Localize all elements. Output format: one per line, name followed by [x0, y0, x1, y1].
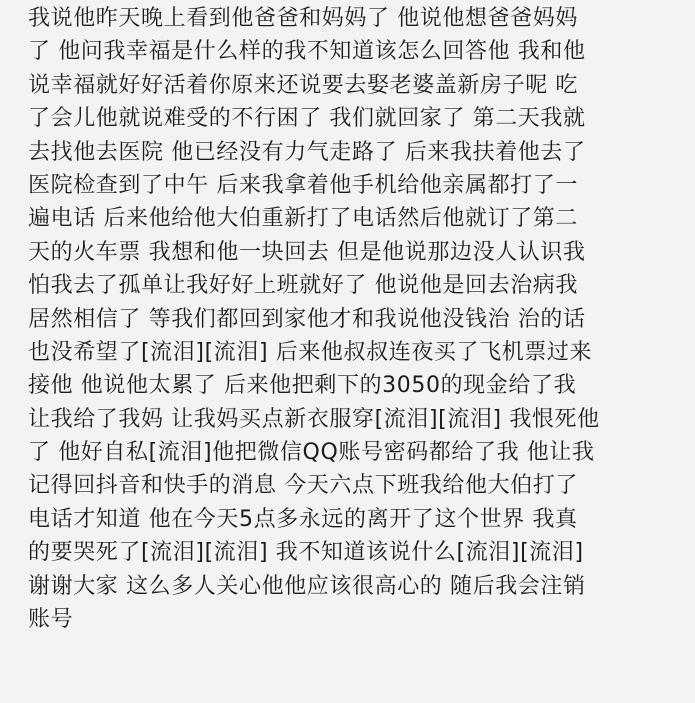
note-line: 了 他好自私[流泪]他把微信QQ账号密码都给了我 他让我 — [28, 440, 595, 466]
note-line: 了会儿他就说难受的不行困了 我们就回家了 第二天我就 — [28, 106, 586, 132]
note-line: 了 他问我幸福是什么样的我不知道该怎么回答他 我和他 — [28, 39, 586, 65]
note-line — [28, 670, 689, 703]
note-line: 账号 — [28, 607, 74, 633]
note-line: 接他 他说他太累了 后来他把剩下的3050的现金给了我 — [28, 373, 577, 399]
note-line: 说幸福就好好活着你原来还说要去娶老婆盖新房子呢 吃 — [28, 72, 578, 98]
note-line: 去找他去医院 他已经没有力气走路了 后来我扶着他去了 — [28, 139, 586, 165]
note-line: 医院检查到了中午 后来我拿着他手机给他亲属都打了一 — [28, 172, 578, 198]
note-line: 也没希望了[流泪][流泪] 后来他叔叔连夜买了飞机票过来 — [28, 339, 593, 365]
note-line: 的要哭死了[流泪][流泪] 我不知道该说什么[流泪][流泪] — [28, 540, 584, 566]
note-line: 记得回抖音和快手的消息 今天六点下班我给他大伯打了 — [28, 473, 578, 499]
note-line: 我说他昨天晚上看到他爸爸和妈妈了 他说他想爸爸妈妈 — [28, 6, 578, 31]
note-line: 电话才知道 他在今天5点多永远的离开了这个世界 我真 — [28, 506, 578, 532]
note-line: 居然相信了 等我们都回到家他才和我说他没钱治 治的话 — [28, 306, 586, 332]
note-line: 遍电话 后来他给他大伯重新打了电话然后他就订了第二 — [28, 206, 578, 232]
note-line: 天的火车票 我想和他一块回去 但是他说那边没人认识我 — [28, 239, 586, 265]
note-line: 让我给了我妈 让我妈买点新衣服穿[流泪][流泪] 我恨死他 — [28, 406, 600, 432]
note-line — [28, 636, 689, 669]
note-line: 谢谢大家 这么多人关心他他应该很高心的 随后我会注销 — [28, 573, 586, 599]
note-line: 怕我去了孤单让我好好上班就好了 他说他是回去治病我 — [28, 273, 578, 299]
